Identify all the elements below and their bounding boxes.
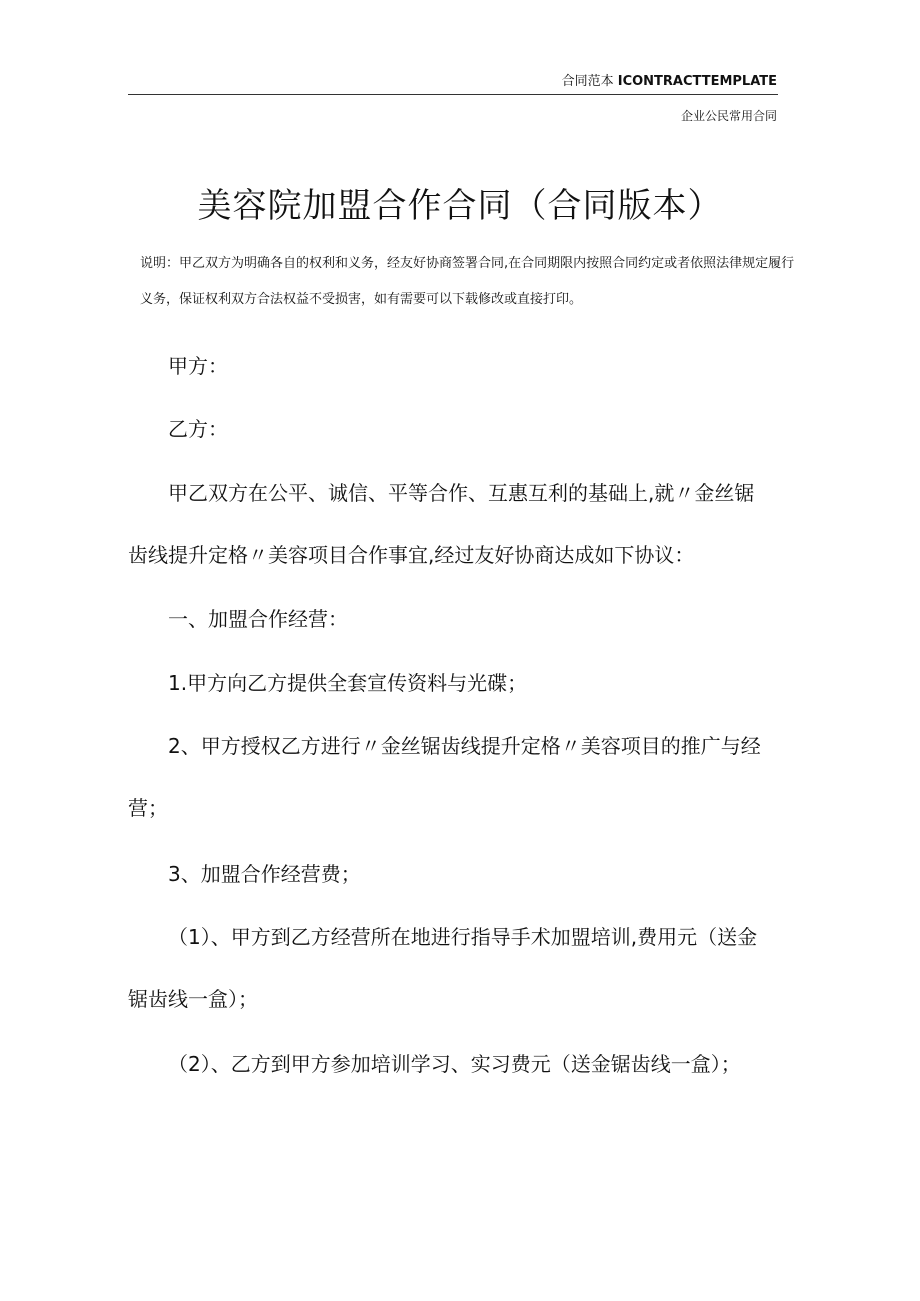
- party-a-line: 甲方：: [168, 354, 228, 378]
- intro-paragraph: 甲乙双方在公平、诚信、平等合作、互惠互利的基础上,就〃金丝锯齿线提升定格〃美容项目合作事宜,经过友好协商达成如下协议：: [128, 481, 755, 567]
- header-divider: [128, 94, 778, 95]
- clause-item: 3、加盟合作经营费；: [168, 862, 361, 886]
- clause-item: 1.甲方向乙方提供全套宣传资料与光碟；: [168, 671, 528, 695]
- document-note: 说明：甲乙双方为明确各自的权利和义务，经友好协商签署合同,在合同期限内按照合同约定或者依照法律规定履行义务，保证权利双方合法权益不受损害，如有需要可以下载修改或直接打印。: [140, 256, 795, 307]
- party-b-line: 乙方：: [168, 417, 228, 441]
- clause-item: 2、甲方授权乙方进行〃金丝锯齿线提升定格〃美容项目的推广与经营；: [128, 734, 761, 820]
- header-brand: ICONTRACTTEMPLATE: [617, 74, 777, 89]
- sub-clause-item: （1）、甲方到乙方经营所在地进行指导手术加盟培训,费用元（送金锯齿线一盒）；: [128, 925, 758, 1011]
- sub-clause-item: （2）、乙方到甲方参加培训学习、实习费元（送金锯齿线一盒）；: [168, 1052, 741, 1076]
- header-label: [562, 73, 777, 91]
- header-category: 合同范本: [561, 74, 614, 89]
- section-heading: 一、加盟合作经营：: [168, 607, 348, 631]
- document-title: 美容院加盟合作合同（合同版本）: [197, 186, 723, 226]
- header-subtitle: 企业公民常用合同: [680, 109, 777, 123]
